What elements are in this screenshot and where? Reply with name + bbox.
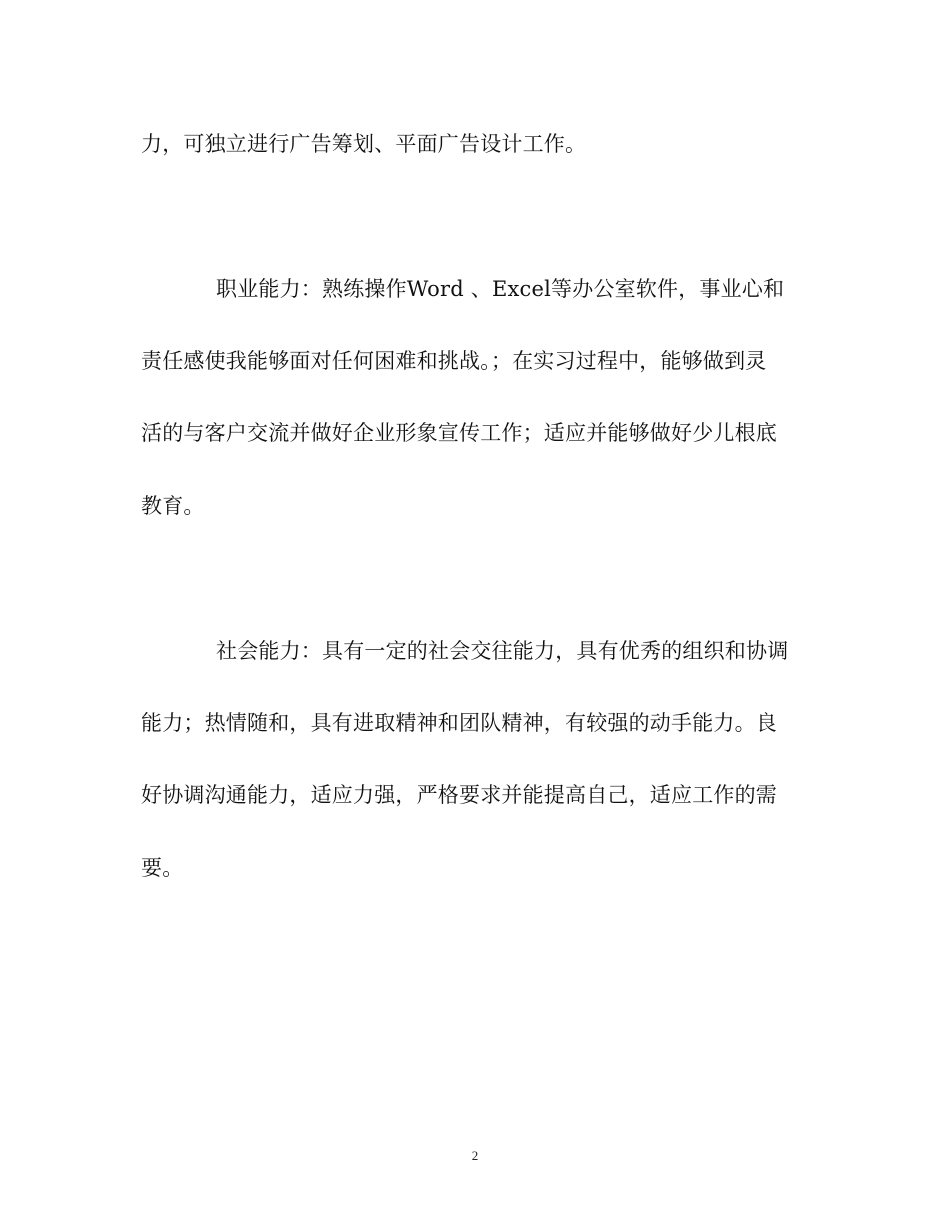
paragraph-continuation-line-1: 力，可独立进行广告筹划、平面广告设计工作。: [141, 132, 587, 156]
paragraph-professional-ability-line-1: 职业能力：熟练操作Word 、Excel等办公室软件，事业心和: [216, 277, 785, 301]
paragraph-professional-ability-line-2: 责任感使我能够面对任何困难和挑战。；在实习过程中，能够做到灵: [141, 349, 767, 373]
paragraph-professional-ability-line-3: 活的与客户交流并做好企业形象宣传工作；适应并能够做好少儿根底: [141, 421, 777, 445]
paragraph-social-ability-line-4: 要。: [141, 856, 184, 880]
paragraph-professional-ability-line-4: 教育。: [141, 494, 205, 518]
paragraph-social-ability-line-1: 社会能力：具有一定的社会交往能力，具有优秀的组织和协调: [216, 639, 789, 663]
paragraph-social-ability-line-3: 好协调沟通能力，适应力强，严格要求并能提高自己，适应工作的需: [141, 783, 777, 807]
page-number: 2: [471, 1148, 479, 1163]
paragraph-social-ability-line-2: 能力；热情随和，具有进取精神和团队精神，有较强的动手能力。良: [141, 711, 777, 735]
